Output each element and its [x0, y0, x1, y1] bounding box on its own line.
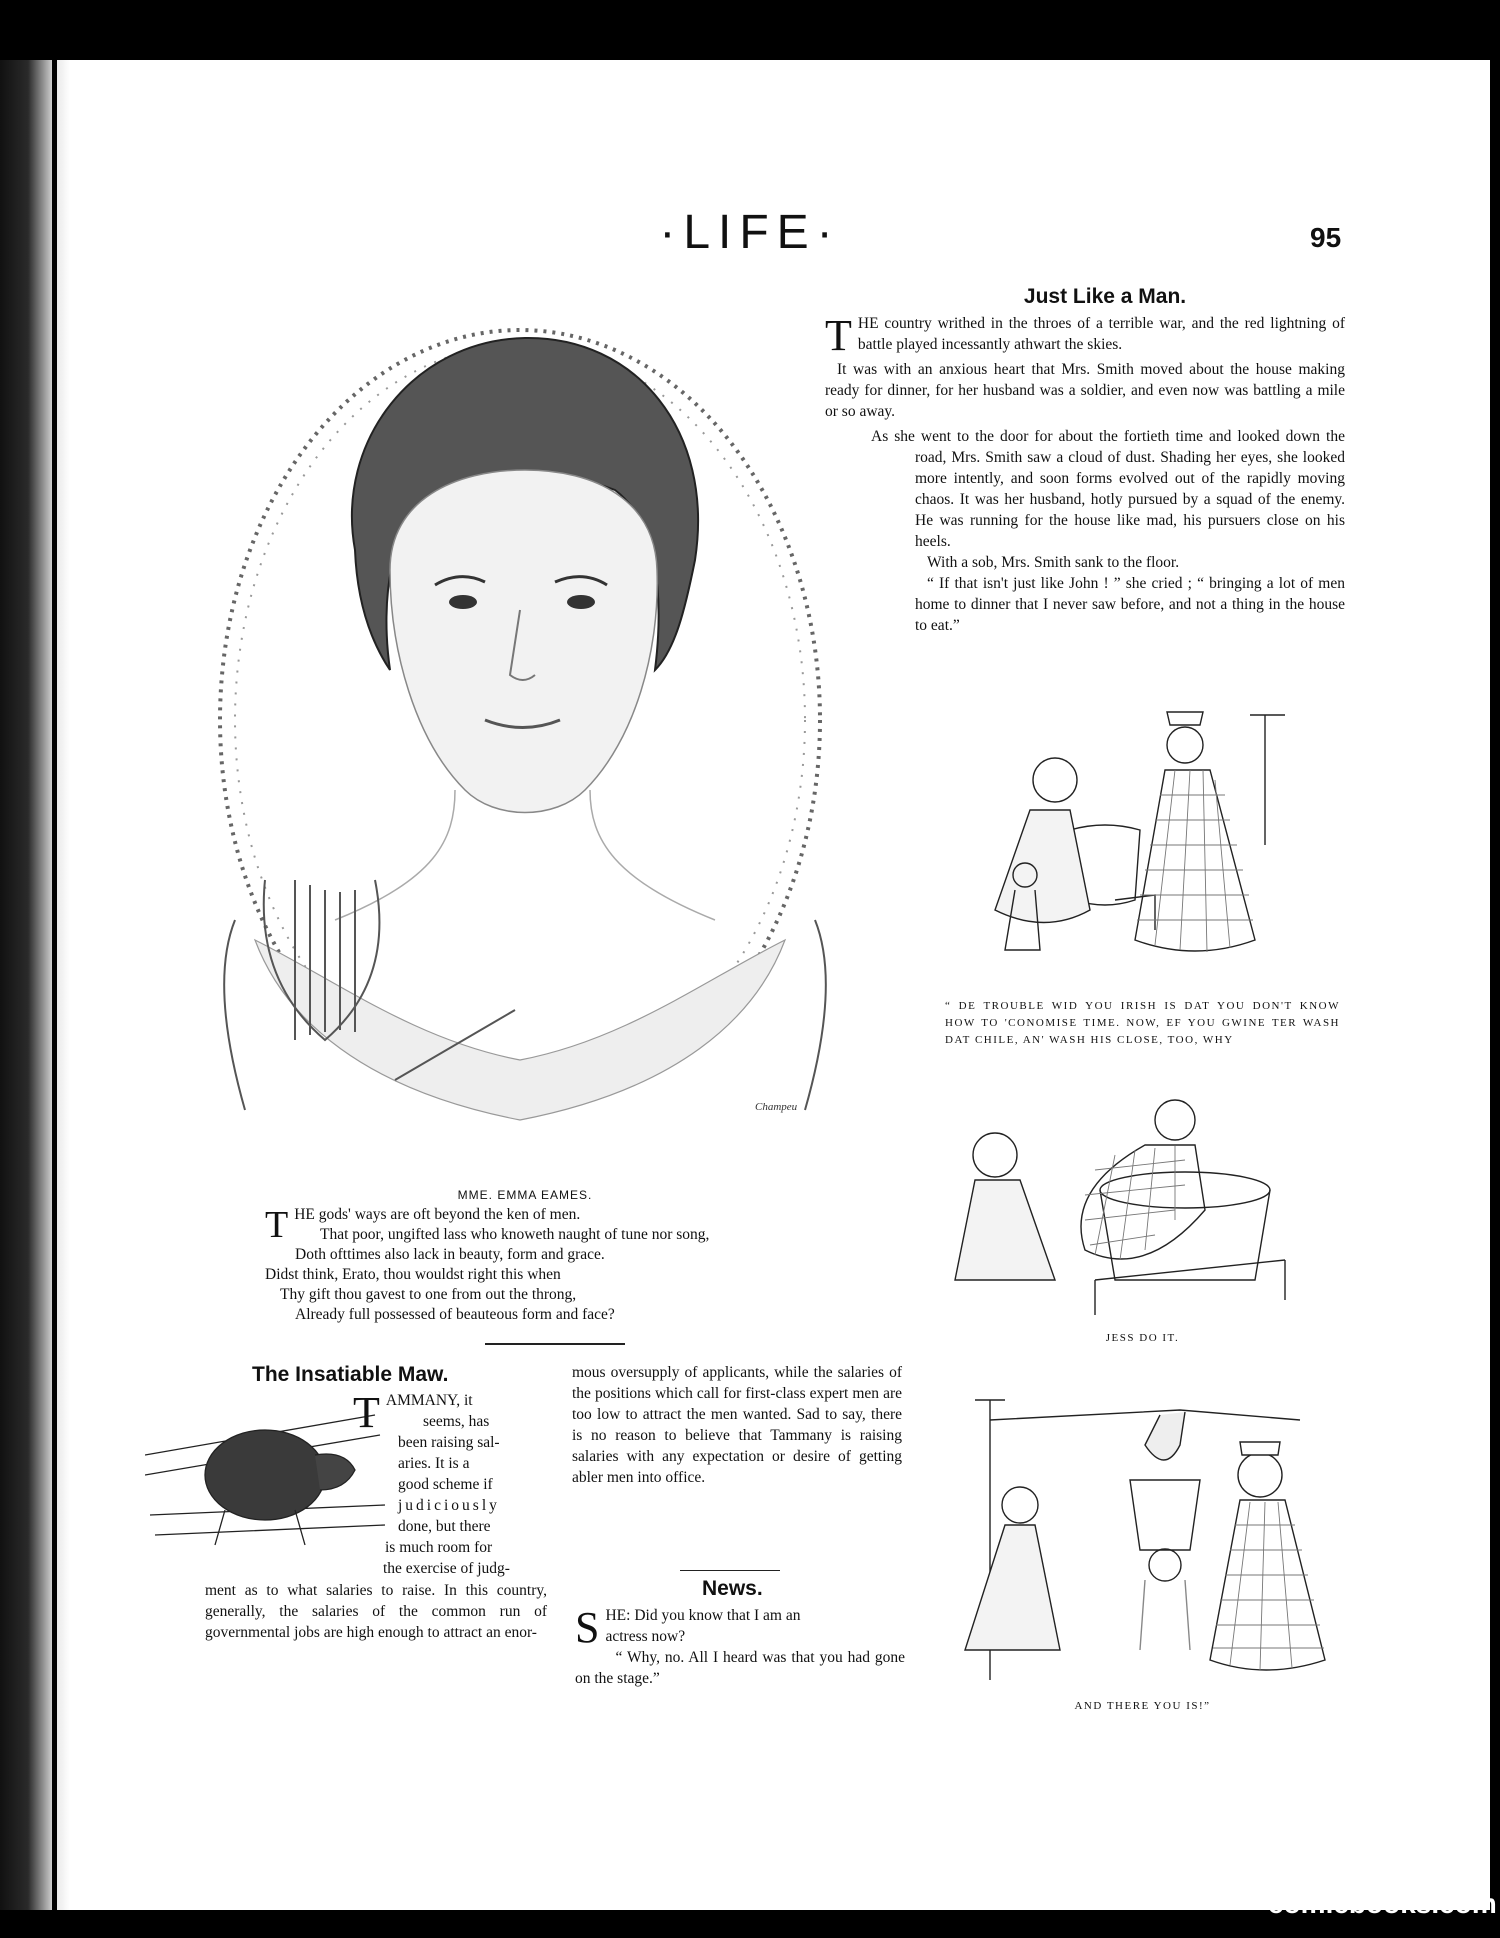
article-title: News.: [702, 1577, 763, 1600]
poem-line: Didst think, Erato, thou wouldst right this when: [265, 1266, 561, 1283]
divider: [485, 1343, 625, 1345]
text-line: been raising sal-: [398, 1434, 500, 1451]
artist-signature: Champeu: [755, 1101, 798, 1113]
cartoon-panel-3: [920, 1390, 1360, 1690]
text-line: aries. It is a: [398, 1455, 470, 1472]
text-line: the exercise of judg-: [383, 1560, 510, 1577]
text-line: good scheme if: [398, 1476, 493, 1493]
masthead: ·LIFE·: [659, 206, 841, 259]
paragraph: HE country writhed in the throes of a terrible war, and the red lightning of battle played incessantly athwart the skies.: [857, 315, 1345, 353]
paragraph: “ Why, no. All I heard was that you had gone on the stage.”: [575, 1649, 905, 1687]
text-line: is much room for: [385, 1539, 493, 1556]
cartoon-caption-3: AND THERE YOU IS!”: [1074, 1700, 1211, 1712]
text-line: done, but there: [398, 1518, 491, 1535]
poem-line: Doth ofttimes also lack in beauty, form and grace.: [295, 1246, 605, 1263]
article-title: Just Like a Man.: [1023, 285, 1187, 308]
text-line: judiciously: [398, 1497, 500, 1514]
text-line: seems, has: [423, 1413, 490, 1430]
poem-line: That poor, ungifted lass who knoweth naught of tune nor song,: [320, 1226, 710, 1243]
cartoon-panel-1: [975, 700, 1335, 970]
cartoon-panel-2: [945, 1080, 1315, 1320]
drop-cap: T: [353, 1388, 380, 1437]
drop-cap: T: [825, 311, 852, 360]
paragraph: “ If that isn't just like John ! ” she cried ; “ bringing a lot of men home to dinner that I never saw before, and not a thing in the house to eat.”: [915, 575, 1345, 634]
poem: [265, 1205, 825, 1325]
divider: [680, 1570, 780, 1571]
page-number: 95: [1310, 222, 1342, 253]
paragraph: mous oversupply of applicants, while the salaries of the positions which call for first-class expert men are too low to attract the men wanted. Sad to say, there is no reason to believe that Tammany is raising salaries with any expectation or desire of getting abler men into office.: [572, 1364, 902, 1486]
paragraph: It was with an anxious heart that Mrs. Smith moved about the house making ready for dinner, for her husband was a soldier, and even now was battling a mile or so away.: [825, 361, 1345, 420]
portrait-caption: MME. EMMA EAMES.: [457, 1188, 593, 1202]
text-line: actress now?: [605, 1628, 686, 1645]
pig-cartoon: [145, 1388, 385, 1555]
paragraph: As she went to the door for about the fortieth time and looked down the road, Mrs. Smith saw a cloud of dust. Shading her eyes, she looked more intently, and soon forms evolved out of the rapidly moving chaos. It was her husband, hotly pursued by a squad of the enemy. He was running for the house like mad, his pursuers close on his heels.: [871, 428, 1345, 550]
text-line: HE: Did you know that I am an: [605, 1607, 801, 1624]
drop-cap: S: [575, 1603, 600, 1652]
paragraph: With a sob, Mrs. Smith sank to the floor.: [927, 554, 1180, 571]
poem-line: Thy gift thou gavest to one from out the throng,: [280, 1286, 577, 1303]
cartoon-caption-2: JESS DO IT.: [1105, 1332, 1180, 1344]
portrait-illustration: [135, 320, 905, 1180]
article-insatiable-maw: [353, 1388, 548, 1579]
drop-cap: T: [265, 1204, 289, 1246]
paragraph: ment as to what salaries to raise. In this country, generally, the salaries of the common run of governmental jobs are high enough to attract an enor-: [205, 1582, 547, 1641]
article-news: [575, 1605, 905, 1689]
book-spine: [0, 60, 70, 1910]
article-title: The Insatiable Maw.: [252, 1363, 449, 1386]
cartoon-caption-1: “ DE TROUBLE WID YOU IRISH IS DAT YOU DON'T KNOW HOW TO 'CONOMISE TIME. NOW, EF YOU GWINE TER WASH DAT CHILE, AN' WASH HIS CLOSE, TOO, WHY: [945, 1000, 1340, 1046]
spine-edge: [52, 60, 57, 1910]
poem-line: Already full possessed of beauteous form and face?: [295, 1306, 615, 1323]
poem-line: HE gods' ways are oft beyond the ken of men.: [294, 1206, 581, 1223]
watermark: comicbooks.com: [1268, 1888, 1497, 1919]
text-line: AMMANY, it: [385, 1392, 473, 1409]
